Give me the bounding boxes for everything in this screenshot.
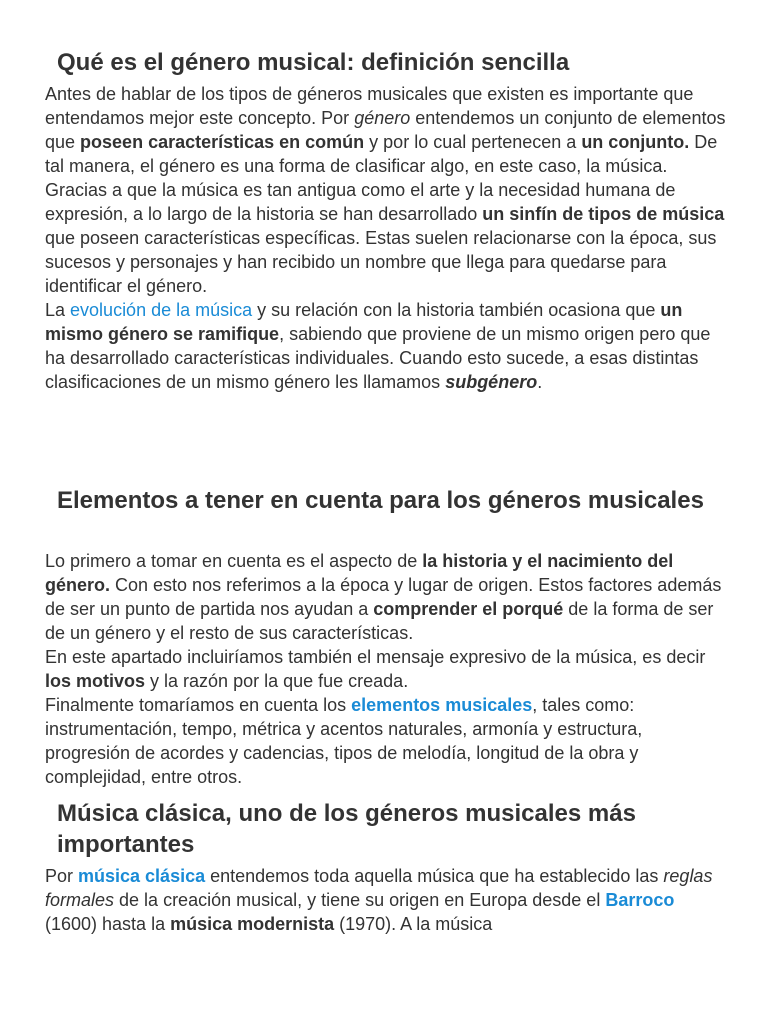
paragraph [0, 549, 768, 645]
section-body-musica-clasica [0, 864, 768, 936]
bold-text: un conjunto. [581, 132, 690, 152]
paragraph [0, 298, 768, 394]
section-title-elementos: Elementos a tener en cuenta para los géneros musicales [57, 487, 704, 514]
text-span: , sabiendo que proviene de un mismo origen pero que ha desarrollado características individuales. Cuando esto sucede, a esas distintas clasificaciones de un mismo género les llamamos [45, 324, 711, 392]
emphasis-text: género [354, 108, 411, 128]
bold-text: un sinfín de tipos de música [482, 204, 725, 224]
text-span: , tales como: instrumentación, tempo, métrica y acentos naturales, armonía y estructura, progresión de acordes y cadencias, tipos de melodía, longitud de la obra y complejidad, entre otros. [45, 695, 643, 787]
text-span: entendemos toda aquella música que ha establecido las [205, 866, 664, 886]
paragraph [0, 178, 768, 298]
bold-text: un mismo género se ramifique [45, 300, 683, 344]
emphasis-text: reglas formales [45, 866, 713, 910]
paragraph [0, 82, 768, 178]
text-span: de la forma de ser de un género y el resto de sus características. [45, 599, 714, 643]
bold-text: los motivos [45, 671, 146, 691]
paragraph [0, 645, 768, 693]
text-span: La [45, 300, 71, 320]
link-musica-clasica[interactable]: música clásica [78, 866, 206, 886]
bold-italic-text: subgénero [445, 372, 538, 392]
section-body-elementos [0, 549, 768, 789]
text-span: y la razón por la que fue creada. [145, 671, 409, 691]
text-span: . [537, 372, 543, 392]
bold-text: comprender el porqué [373, 599, 564, 619]
paragraph [0, 864, 768, 936]
text-span: de la creación musical, y tiene su origen en Europa desde el [114, 890, 606, 910]
section-title-genero-musical: Qué es el género musical: definición sencilla [57, 49, 570, 76]
text-span: que poseen características específicas. Estas suelen relacionarse con la época, sus sucesos y personajes y han recibido un nombre que llega para quedarse para identificar el género. [45, 228, 717, 296]
text-span: De tal manera, el género es una forma de clasificar algo, en este caso, la música. [45, 132, 718, 176]
text-span: Por [45, 866, 79, 886]
text-span: Antes de hablar de los tipos de géneros musicales que existen es importante que entendamos mejor este concepto. Por [45, 84, 694, 128]
text-span: y su relación con la historia también ocasiona que [252, 300, 661, 320]
text-span: En este apartado incluiríamos también el mensaje expresivo de la música, es decir [45, 647, 706, 667]
text-span: Lo primero a tomar en cuenta es el aspecto de [45, 551, 423, 571]
link-evolucion-de-la-musica[interactable]: evolución de la música [70, 300, 253, 320]
bold-text: poseen características en común [80, 132, 365, 152]
text-span: (1600) hasta la [45, 914, 171, 934]
link-barroco[interactable]: Barroco [605, 890, 675, 910]
bold-text: música modernista [170, 914, 335, 934]
bold-text: la historia y el nacimiento del género. [45, 551, 674, 595]
text-span: y por lo cual pertenecen a [364, 132, 582, 152]
paragraph [0, 693, 768, 789]
section-title-musica-clasica: Música clásica, uno de los géneros musicales más importantes [57, 800, 636, 858]
text-span: Gracias a que la música es tan antigua como el arte y la necesidad humana de expresión, a lo largo de la historia se han desarrollado [45, 180, 676, 224]
section-body-genero-musical [0, 82, 768, 394]
text-span: entendemos un conjunto de elementos que [45, 108, 726, 152]
link-elementos-musicales[interactable]: elementos musicales [351, 695, 533, 715]
text-span: Con esto nos referimos a la época y lugar de origen. Estos factores además de ser un punto de partida nos ayudan a [45, 575, 722, 619]
text-span: Finalmente tomaríamos en cuenta los [45, 695, 352, 715]
text-span: (1970). A la música [334, 914, 493, 934]
